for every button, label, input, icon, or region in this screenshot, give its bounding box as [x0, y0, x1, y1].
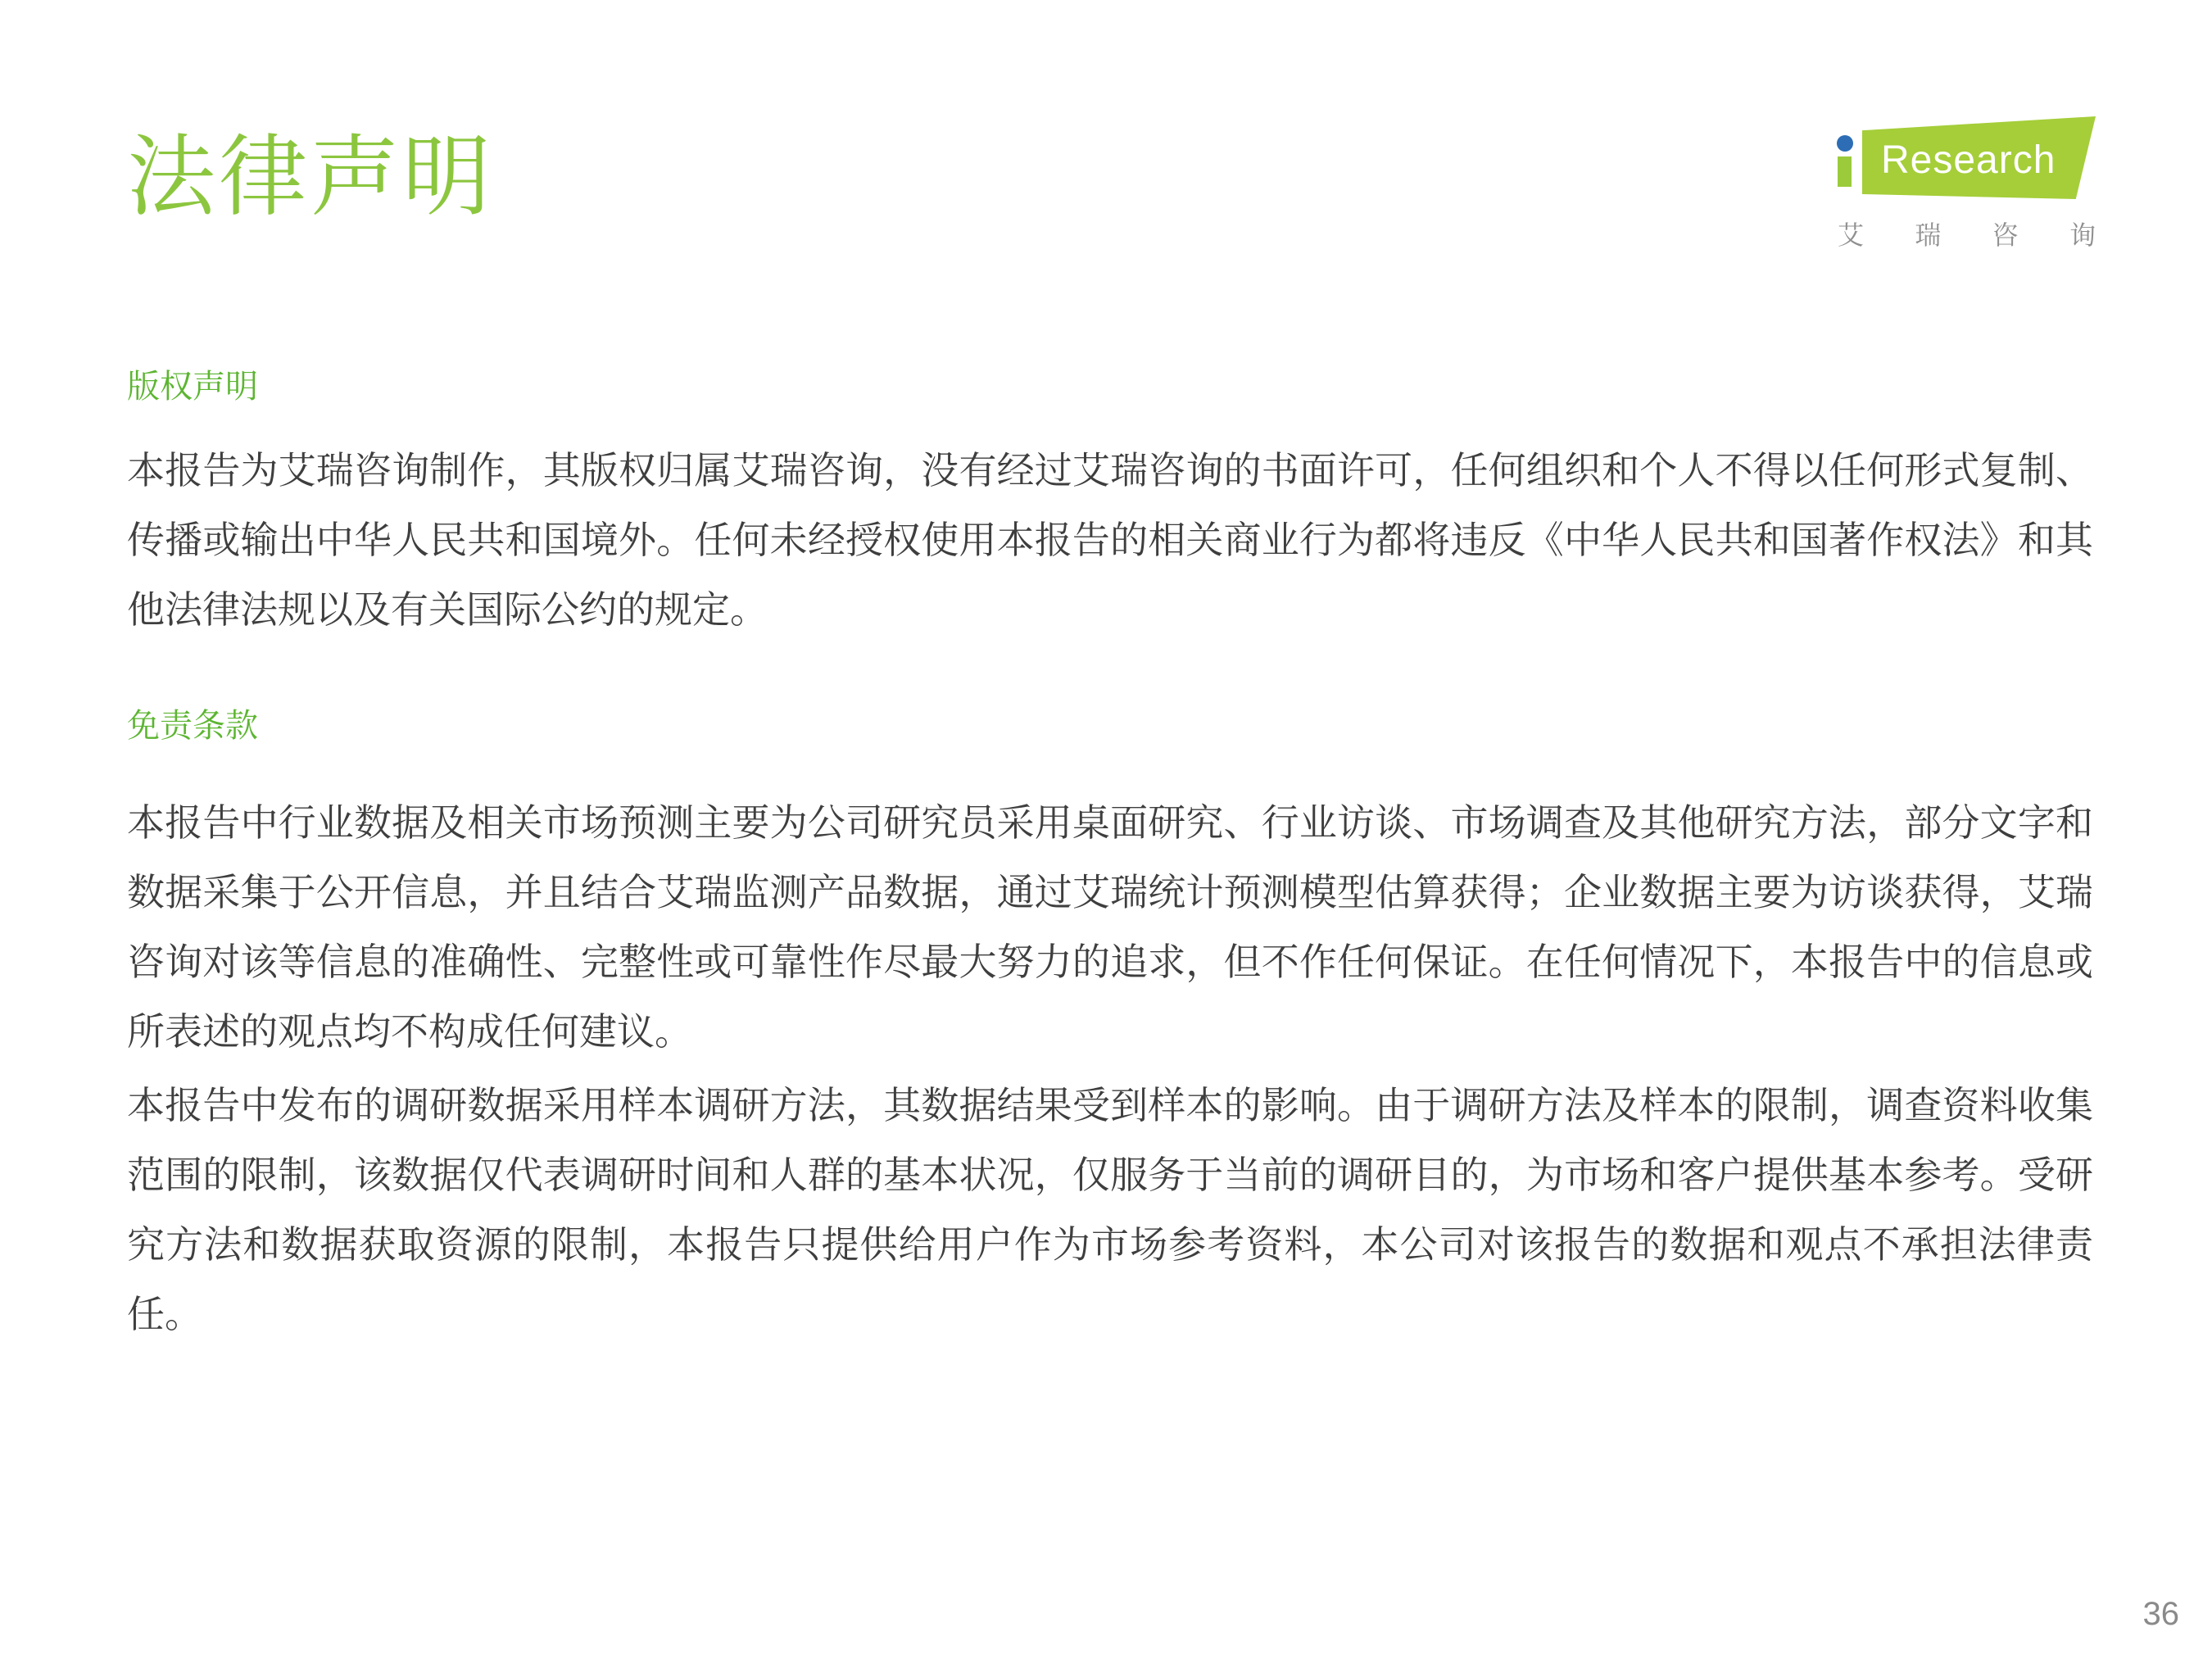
- logo-cjk-char: 瑞: [1915, 220, 1942, 250]
- logo-i-dot-icon: [1837, 135, 1853, 152]
- disclaimer-paragraph-1: 本报告中行业数据及相关市场预测主要为公司研究员采用桌面研究、行业访谈、市场调查及其他研究方法，部分文字和数据采集于公开信息，并且结合艾瑞监测产品数据，通过艾瑞统计预测模型估算获得；企业数据主要为访谈获得，艾瑞咨询对该等信息的准确性、完整性或可靠性作尽最大努力的追求，但不作任何保证。在任何情况下，本报告中的信息或所表述的观点均不构成任何建议。: [127, 801, 2093, 1053]
- disclaimer-paragraph-2: 本报告中发布的调研数据采用样本调研方法，其数据结果受到样本的影响。由于调研方法及样本的限制，调查资料收集范围的限制，该数据仅代表调研时间和人群的基本状况，仅服务于当前的调研目的，为市场和客户提供基本参考。受研究方法和数据获取资源的限制，本报告只提供给用户作为市场参考资料，本公司对该报告的数据和观点不承担法律责任。: [127, 1084, 2093, 1335]
- iresearch-logo: [1835, 115, 2097, 254]
- logo-cjk-char: 询: [2069, 220, 2096, 250]
- page-title: 法律声明: [127, 127, 495, 226]
- page-number: 36: [2142, 1596, 2179, 1632]
- logo-cjk-char: 艾: [1838, 220, 1865, 250]
- logo-chinese-name: [1838, 215, 2096, 252]
- copyright-section-heading: 版权声明: [127, 369, 258, 405]
- copyright-paragraph: 本报告为艾瑞咨询制作，其版权归属艾瑞咨询，没有经过艾瑞咨询的书面许可，任何组织和个人不得以任何形式复制、传播或输出中华人民共和国境外。任何未经授权使用本报告的相关商业行为都将违反《中华人民共和国著作权法》和其他法律法规以及有关国际公约的规定。: [127, 449, 2093, 631]
- logo-i-stem-icon: [1838, 156, 1852, 187]
- logo-cjk-char: 咨: [1992, 220, 2019, 250]
- disclaimer-section-heading: 免责条款: [127, 708, 258, 744]
- logo-wordmark: Research: [1881, 138, 2056, 182]
